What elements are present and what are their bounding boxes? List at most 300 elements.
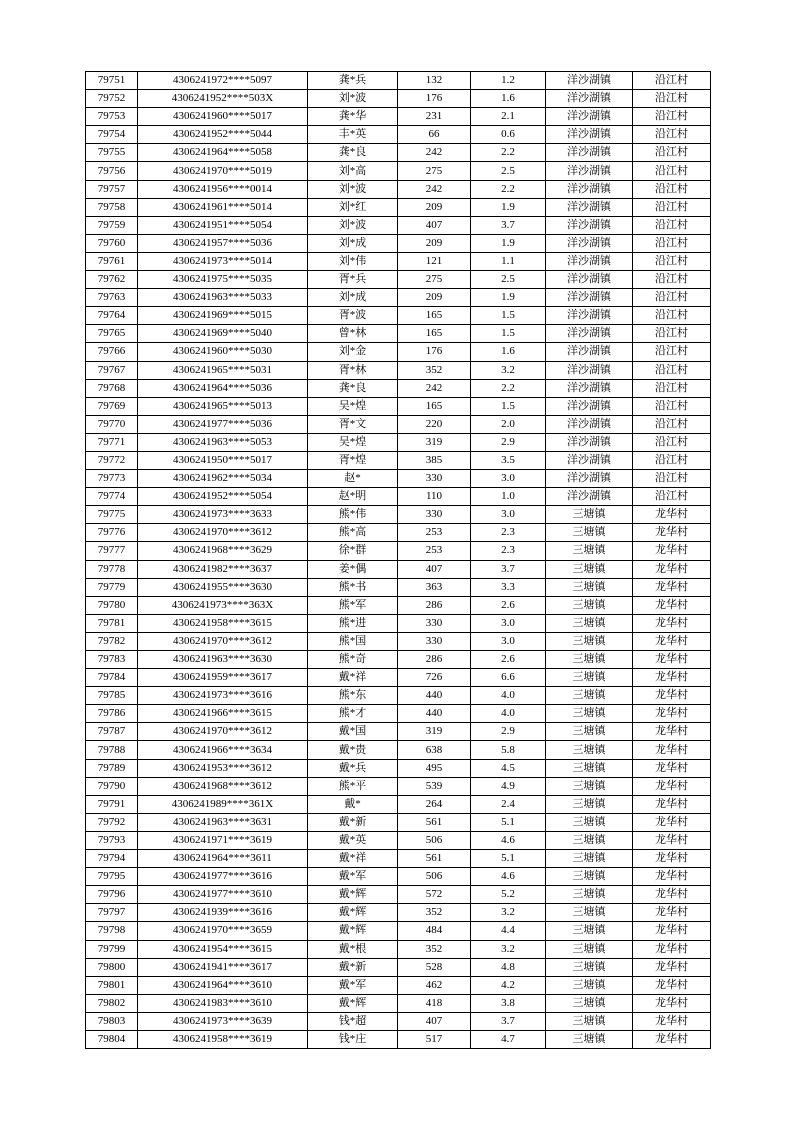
- town-cell: 三塘镇: [546, 596, 633, 614]
- table-row: [86, 271, 711, 289]
- name-masked-cell: 熊*进: [308, 614, 398, 632]
- serial-number-cell: 79765: [86, 325, 138, 343]
- serial-number-cell: 79788: [86, 741, 138, 759]
- name-masked-cell: 熊*奇: [308, 651, 398, 669]
- village-cell: 沿江村: [633, 488, 711, 506]
- amount-cell: 66: [398, 126, 471, 144]
- village-cell: 沿江村: [633, 234, 711, 252]
- amount-cell: 165: [398, 397, 471, 415]
- name-masked-cell: 胥*林: [308, 361, 398, 379]
- serial-number-cell: 79779: [86, 578, 138, 596]
- serial-number-cell: 79796: [86, 886, 138, 904]
- id-number-masked-cell: 4306241973****363X: [138, 596, 308, 614]
- id-number-masked-cell: 4306241977****3610: [138, 886, 308, 904]
- village-cell: 龙华村: [633, 886, 711, 904]
- village-cell: 沿江村: [633, 126, 711, 144]
- table-row: [86, 90, 711, 108]
- amount-cell: 330: [398, 614, 471, 632]
- name-masked-cell: 胥*煌: [308, 451, 398, 469]
- rate-cell: 3.8: [471, 994, 546, 1012]
- name-masked-cell: 钱*超: [308, 1012, 398, 1030]
- rate-cell: 1.9: [471, 289, 546, 307]
- town-cell: 洋沙湖镇: [546, 234, 633, 252]
- town-cell: 三塘镇: [546, 614, 633, 632]
- amount-cell: 484: [398, 922, 471, 940]
- name-masked-cell: 戴*辉: [308, 886, 398, 904]
- village-cell: 沿江村: [633, 198, 711, 216]
- table-row: [86, 687, 711, 705]
- rate-cell: 1.9: [471, 198, 546, 216]
- serial-number-cell: 79781: [86, 614, 138, 632]
- amount-cell: 242: [398, 144, 471, 162]
- amount-cell: 209: [398, 198, 471, 216]
- name-masked-cell: 丰*英: [308, 126, 398, 144]
- town-cell: 洋沙湖镇: [546, 271, 633, 289]
- amount-cell: 264: [398, 795, 471, 813]
- name-masked-cell: 戴*辉: [308, 994, 398, 1012]
- village-cell: 沿江村: [633, 271, 711, 289]
- rate-cell: 1.1: [471, 252, 546, 270]
- table-row: [86, 741, 711, 759]
- id-number-masked-cell: 4306241970****3659: [138, 922, 308, 940]
- table-row: [86, 759, 711, 777]
- serial-number-cell: 79752: [86, 90, 138, 108]
- amount-cell: 352: [398, 940, 471, 958]
- town-cell: 洋沙湖镇: [546, 343, 633, 361]
- village-cell: 龙华村: [633, 850, 711, 868]
- rate-cell: 5.1: [471, 813, 546, 831]
- town-cell: 洋沙湖镇: [546, 108, 633, 126]
- id-number-masked-cell: 4306241956****0014: [138, 180, 308, 198]
- village-cell: 沿江村: [633, 252, 711, 270]
- name-masked-cell: 龚*兵: [308, 72, 398, 90]
- id-number-masked-cell: 4306241957****5036: [138, 234, 308, 252]
- town-cell: 三塘镇: [546, 524, 633, 542]
- town-cell: 三塘镇: [546, 813, 633, 831]
- amount-cell: 275: [398, 271, 471, 289]
- serial-number-cell: 79804: [86, 1030, 138, 1048]
- name-masked-cell: 刘*成: [308, 234, 398, 252]
- rate-cell: 0.6: [471, 126, 546, 144]
- rate-cell: 3.0: [471, 506, 546, 524]
- table-row: [86, 180, 711, 198]
- village-cell: 龙华村: [633, 614, 711, 632]
- serial-number-cell: 79775: [86, 506, 138, 524]
- records-table: [85, 71, 711, 1049]
- amount-cell: 407: [398, 1012, 471, 1030]
- town-cell: 洋沙湖镇: [546, 307, 633, 325]
- table-row: [86, 976, 711, 994]
- village-cell: 龙华村: [633, 669, 711, 687]
- table-row: [86, 379, 711, 397]
- serial-number-cell: 79762: [86, 271, 138, 289]
- name-masked-cell: 胥*兵: [308, 271, 398, 289]
- village-cell: 龙华村: [633, 1012, 711, 1030]
- village-cell: 龙华村: [633, 524, 711, 542]
- village-cell: 龙华村: [633, 904, 711, 922]
- id-number-masked-cell: 4306241968****3612: [138, 777, 308, 795]
- name-masked-cell: 徐*群: [308, 542, 398, 560]
- town-cell: 洋沙湖镇: [546, 488, 633, 506]
- rate-cell: 3.5: [471, 451, 546, 469]
- town-cell: 三塘镇: [546, 904, 633, 922]
- rate-cell: 4.6: [471, 868, 546, 886]
- village-cell: 龙华村: [633, 560, 711, 578]
- id-number-masked-cell: 4306241973****3633: [138, 506, 308, 524]
- amount-cell: 462: [398, 976, 471, 994]
- amount-cell: 242: [398, 379, 471, 397]
- serial-number-cell: 79770: [86, 415, 138, 433]
- rate-cell: 2.4: [471, 795, 546, 813]
- serial-number-cell: 79763: [86, 289, 138, 307]
- amount-cell: 440: [398, 705, 471, 723]
- name-masked-cell: 刘*波: [308, 90, 398, 108]
- amount-cell: 253: [398, 524, 471, 542]
- rate-cell: 2.3: [471, 524, 546, 542]
- id-number-masked-cell: 4306241973****3639: [138, 1012, 308, 1030]
- serial-number-cell: 79760: [86, 234, 138, 252]
- id-number-masked-cell: 4306241982****3637: [138, 560, 308, 578]
- rate-cell: 1.6: [471, 90, 546, 108]
- table-row: [86, 397, 711, 415]
- name-masked-cell: 吴*煌: [308, 397, 398, 415]
- rate-cell: 2.3: [471, 542, 546, 560]
- rate-cell: 1.0: [471, 488, 546, 506]
- id-number-masked-cell: 4306241960****5017: [138, 108, 308, 126]
- serial-number-cell: 79776: [86, 524, 138, 542]
- table-row: [86, 108, 711, 126]
- table-row: [86, 451, 711, 469]
- table-row: [86, 922, 711, 940]
- serial-number-cell: 79797: [86, 904, 138, 922]
- name-masked-cell: 戴*兵: [308, 759, 398, 777]
- serial-number-cell: 79768: [86, 379, 138, 397]
- name-masked-cell: 赵*明: [308, 488, 398, 506]
- town-cell: 洋沙湖镇: [546, 72, 633, 90]
- table-row: [86, 289, 711, 307]
- village-cell: 龙华村: [633, 705, 711, 723]
- name-masked-cell: 熊*军: [308, 596, 398, 614]
- town-cell: 洋沙湖镇: [546, 180, 633, 198]
- id-number-masked-cell: 4306241952****5054: [138, 488, 308, 506]
- rate-cell: 3.0: [471, 614, 546, 632]
- rate-cell: 4.0: [471, 687, 546, 705]
- name-masked-cell: 戴*英: [308, 831, 398, 849]
- table-row: [86, 144, 711, 162]
- town-cell: 三塘镇: [546, 723, 633, 741]
- rate-cell: 3.0: [471, 470, 546, 488]
- amount-cell: 363: [398, 578, 471, 596]
- id-number-masked-cell: 4306241970****5019: [138, 162, 308, 180]
- id-number-masked-cell: 4306241954****3615: [138, 940, 308, 958]
- id-number-masked-cell: 4306241970****3612: [138, 723, 308, 741]
- town-cell: 三塘镇: [546, 759, 633, 777]
- amount-cell: 319: [398, 723, 471, 741]
- table-row: [86, 632, 711, 650]
- amount-cell: 132: [398, 72, 471, 90]
- table-row: [86, 524, 711, 542]
- table-row: [86, 850, 711, 868]
- serial-number-cell: 79791: [86, 795, 138, 813]
- amount-cell: 407: [398, 216, 471, 234]
- table-row: [86, 868, 711, 886]
- amount-cell: 110: [398, 488, 471, 506]
- town-cell: 洋沙湖镇: [546, 397, 633, 415]
- amount-cell: 352: [398, 361, 471, 379]
- name-masked-cell: 戴*新: [308, 958, 398, 976]
- table-row: [86, 126, 711, 144]
- rate-cell: 1.6: [471, 343, 546, 361]
- town-cell: 三塘镇: [546, 578, 633, 596]
- amount-cell: 517: [398, 1030, 471, 1048]
- table-row: [86, 488, 711, 506]
- records-table-body: [86, 72, 711, 1049]
- rate-cell: 4.7: [471, 1030, 546, 1048]
- id-number-masked-cell: 4306241963****3631: [138, 813, 308, 831]
- rate-cell: 1.2: [471, 72, 546, 90]
- rate-cell: 5.2: [471, 886, 546, 904]
- id-number-masked-cell: 4306241966****3634: [138, 741, 308, 759]
- amount-cell: 330: [398, 470, 471, 488]
- name-masked-cell: 曾*林: [308, 325, 398, 343]
- rate-cell: 1.5: [471, 307, 546, 325]
- rate-cell: 2.5: [471, 271, 546, 289]
- name-masked-cell: 戴*: [308, 795, 398, 813]
- name-masked-cell: 龚*良: [308, 379, 398, 397]
- town-cell: 洋沙湖镇: [546, 361, 633, 379]
- serial-number-cell: 79774: [86, 488, 138, 506]
- serial-number-cell: 79785: [86, 687, 138, 705]
- serial-number-cell: 79767: [86, 361, 138, 379]
- id-number-masked-cell: 4306241963****5053: [138, 433, 308, 451]
- serial-number-cell: 79771: [86, 433, 138, 451]
- id-number-masked-cell: 4306241972****5097: [138, 72, 308, 90]
- rate-cell: 2.2: [471, 180, 546, 198]
- village-cell: 龙华村: [633, 632, 711, 650]
- serial-number-cell: 79802: [86, 994, 138, 1012]
- village-cell: 龙华村: [633, 795, 711, 813]
- village-cell: 沿江村: [633, 180, 711, 198]
- amount-cell: 528: [398, 958, 471, 976]
- rate-cell: 4.4: [471, 922, 546, 940]
- town-cell: 洋沙湖镇: [546, 415, 633, 433]
- table-row: [86, 886, 711, 904]
- name-masked-cell: 熊*伟: [308, 506, 398, 524]
- id-number-masked-cell: 4306241968****3629: [138, 542, 308, 560]
- amount-cell: 286: [398, 651, 471, 669]
- serial-number-cell: 79756: [86, 162, 138, 180]
- town-cell: 洋沙湖镇: [546, 216, 633, 234]
- village-cell: 沿江村: [633, 72, 711, 90]
- amount-cell: 330: [398, 632, 471, 650]
- serial-number-cell: 79753: [86, 108, 138, 126]
- amount-cell: 638: [398, 741, 471, 759]
- rate-cell: 3.2: [471, 940, 546, 958]
- town-cell: 三塘镇: [546, 795, 633, 813]
- village-cell: 沿江村: [633, 433, 711, 451]
- village-cell: 沿江村: [633, 397, 711, 415]
- serial-number-cell: 79772: [86, 451, 138, 469]
- rate-cell: 2.2: [471, 144, 546, 162]
- name-masked-cell: 吴*煌: [308, 433, 398, 451]
- table-row: [86, 198, 711, 216]
- table-row: [86, 343, 711, 361]
- rate-cell: 4.2: [471, 976, 546, 994]
- rate-cell: 4.0: [471, 705, 546, 723]
- id-number-masked-cell: 4306241973****5014: [138, 252, 308, 270]
- serial-number-cell: 79761: [86, 252, 138, 270]
- id-number-masked-cell: 4306241966****3615: [138, 705, 308, 723]
- village-cell: 龙华村: [633, 542, 711, 560]
- table-row: [86, 940, 711, 958]
- amount-cell: 561: [398, 850, 471, 868]
- village-cell: 龙华村: [633, 578, 711, 596]
- name-masked-cell: 龚*良: [308, 144, 398, 162]
- rate-cell: 2.6: [471, 651, 546, 669]
- id-number-masked-cell: 4306241959****3617: [138, 669, 308, 687]
- rate-cell: 2.9: [471, 723, 546, 741]
- name-masked-cell: 戴*辉: [308, 904, 398, 922]
- table-row: [86, 651, 711, 669]
- rate-cell: 3.2: [471, 361, 546, 379]
- town-cell: 三塘镇: [546, 940, 633, 958]
- serial-number-cell: 79790: [86, 777, 138, 795]
- table-row: [86, 904, 711, 922]
- id-number-masked-cell: 4306241955****3630: [138, 578, 308, 596]
- rate-cell: 3.3: [471, 578, 546, 596]
- village-cell: 沿江村: [633, 162, 711, 180]
- rate-cell: 4.9: [471, 777, 546, 795]
- town-cell: 三塘镇: [546, 976, 633, 994]
- town-cell: 三塘镇: [546, 1012, 633, 1030]
- amount-cell: 242: [398, 180, 471, 198]
- rate-cell: 3.0: [471, 632, 546, 650]
- table-row: [86, 777, 711, 795]
- table-row: [86, 831, 711, 849]
- town-cell: 洋沙湖镇: [546, 433, 633, 451]
- village-cell: 龙华村: [633, 831, 711, 849]
- name-masked-cell: 戴*祥: [308, 850, 398, 868]
- village-cell: 龙华村: [633, 994, 711, 1012]
- table-row: [86, 234, 711, 252]
- table-row: [86, 361, 711, 379]
- village-cell: 沿江村: [633, 451, 711, 469]
- serial-number-cell: 79759: [86, 216, 138, 234]
- amount-cell: 121: [398, 252, 471, 270]
- name-masked-cell: 熊*东: [308, 687, 398, 705]
- table-row: [86, 614, 711, 632]
- town-cell: 洋沙湖镇: [546, 289, 633, 307]
- village-cell: 沿江村: [633, 361, 711, 379]
- rate-cell: 3.7: [471, 216, 546, 234]
- serial-number-cell: 79794: [86, 850, 138, 868]
- id-number-masked-cell: 4306241958****3615: [138, 614, 308, 632]
- serial-number-cell: 79758: [86, 198, 138, 216]
- village-cell: 沿江村: [633, 415, 711, 433]
- serial-number-cell: 79773: [86, 470, 138, 488]
- serial-number-cell: 79778: [86, 560, 138, 578]
- id-number-masked-cell: 4306241970****3612: [138, 524, 308, 542]
- id-number-masked-cell: 4306241983****3610: [138, 994, 308, 1012]
- village-cell: 龙华村: [633, 1030, 711, 1048]
- town-cell: 洋沙湖镇: [546, 126, 633, 144]
- serial-number-cell: 79764: [86, 307, 138, 325]
- village-cell: 龙华村: [633, 759, 711, 777]
- table-row: [86, 795, 711, 813]
- name-masked-cell: 胥*波: [308, 307, 398, 325]
- id-number-masked-cell: 4306241964****5058: [138, 144, 308, 162]
- serial-number-cell: 79754: [86, 126, 138, 144]
- table-row: [86, 433, 711, 451]
- amount-cell: 209: [398, 289, 471, 307]
- amount-cell: 176: [398, 343, 471, 361]
- serial-number-cell: 79784: [86, 669, 138, 687]
- village-cell: 龙华村: [633, 940, 711, 958]
- id-number-masked-cell: 4306241960****5030: [138, 343, 308, 361]
- serial-number-cell: 79787: [86, 723, 138, 741]
- amount-cell: 539: [398, 777, 471, 795]
- village-cell: 沿江村: [633, 470, 711, 488]
- town-cell: 三塘镇: [546, 994, 633, 1012]
- name-masked-cell: 钱*庄: [308, 1030, 398, 1048]
- id-number-masked-cell: 4306241977****5036: [138, 415, 308, 433]
- table-row: [86, 813, 711, 831]
- name-masked-cell: 戴*根: [308, 940, 398, 958]
- id-number-masked-cell: 4306241963****3630: [138, 651, 308, 669]
- id-number-masked-cell: 4306241963****5033: [138, 289, 308, 307]
- rate-cell: 4.8: [471, 958, 546, 976]
- rate-cell: 3.7: [471, 560, 546, 578]
- rate-cell: 2.5: [471, 162, 546, 180]
- village-cell: 沿江村: [633, 108, 711, 126]
- name-masked-cell: 熊*国: [308, 632, 398, 650]
- town-cell: 洋沙湖镇: [546, 144, 633, 162]
- name-masked-cell: 胥*文: [308, 415, 398, 433]
- town-cell: 三塘镇: [546, 560, 633, 578]
- amount-cell: 286: [398, 596, 471, 614]
- name-masked-cell: 戴*新: [308, 813, 398, 831]
- town-cell: 洋沙湖镇: [546, 325, 633, 343]
- table-row: [86, 994, 711, 1012]
- village-cell: 龙华村: [633, 777, 711, 795]
- amount-cell: 231: [398, 108, 471, 126]
- name-masked-cell: 戴*辉: [308, 922, 398, 940]
- rate-cell: 1.5: [471, 397, 546, 415]
- id-number-masked-cell: 4306241969****5015: [138, 307, 308, 325]
- serial-number-cell: 79777: [86, 542, 138, 560]
- table-row: [86, 506, 711, 524]
- town-cell: 三塘镇: [546, 705, 633, 723]
- town-cell: 三塘镇: [546, 1030, 633, 1048]
- amount-cell: 561: [398, 813, 471, 831]
- town-cell: 洋沙湖镇: [546, 198, 633, 216]
- village-cell: 沿江村: [633, 325, 711, 343]
- serial-number-cell: 79755: [86, 144, 138, 162]
- name-masked-cell: 戴*贵: [308, 741, 398, 759]
- serial-number-cell: 79792: [86, 813, 138, 831]
- table-row: [86, 72, 711, 90]
- rate-cell: 4.5: [471, 759, 546, 777]
- town-cell: 三塘镇: [546, 741, 633, 759]
- serial-number-cell: 79751: [86, 72, 138, 90]
- rate-cell: 1.5: [471, 325, 546, 343]
- serial-number-cell: 79801: [86, 976, 138, 994]
- id-number-masked-cell: 4306241952****5044: [138, 126, 308, 144]
- table-row: [86, 252, 711, 270]
- name-masked-cell: 龚*华: [308, 108, 398, 126]
- id-number-masked-cell: 4306241965****5013: [138, 397, 308, 415]
- table-row: [86, 415, 711, 433]
